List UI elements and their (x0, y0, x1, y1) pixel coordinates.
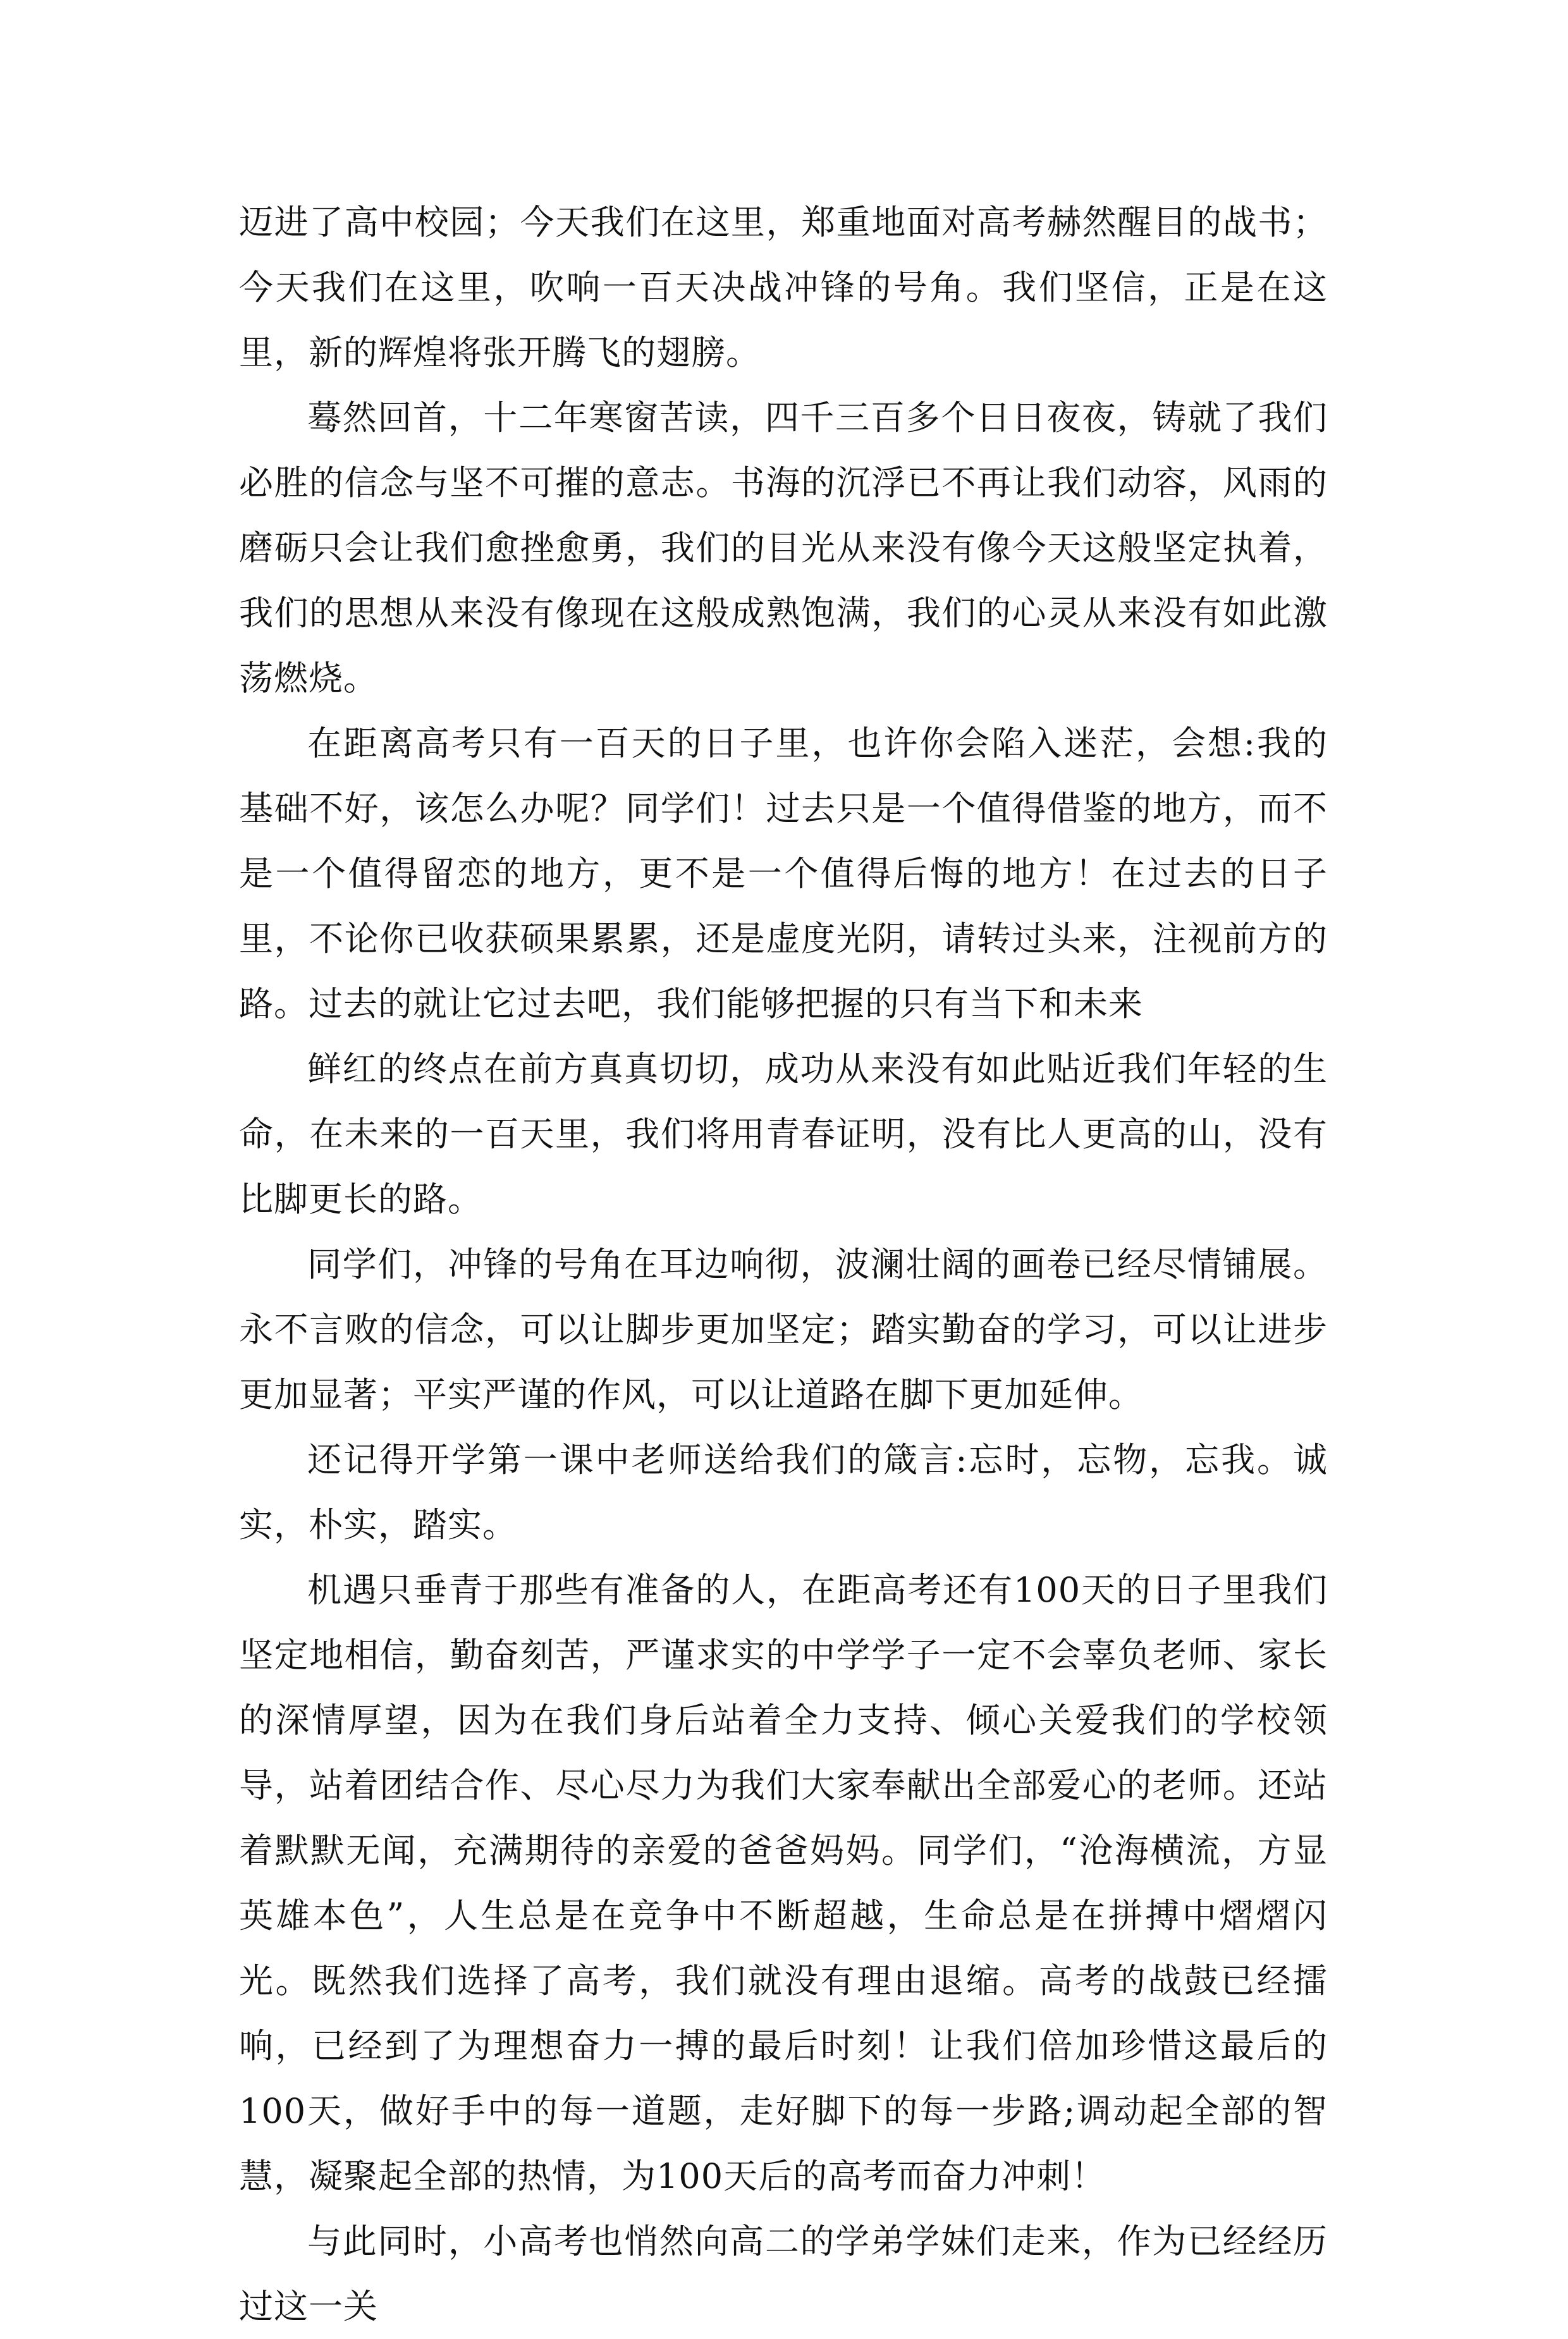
paragraph-4: 鲜红的终点在前方真真切切，成功从来没有如此贴近我们年轻的生命，在未来的一百天里，我们将用青春证明，没有比人更高的山，没有比脚更长的路。 (239, 1049, 1328, 1219)
paragraph-7: 机遇只垂青于那些有准备的人，在距高考还有100天的日子里我们坚定地相信，勤奋刻苦，严谨求实的中学学子一定不会辜负老师、家长的深情厚望，因为在我们身后站着全力支持、倾心关爱我们的学校领导，站着团结合作、尽心尽力为我们大家奉献出全部爱心的老师。还站着默默无闻，充满期待的亲爱的爸爸妈妈。同学们，“沧海横流，方显英雄本色”，人生总是在竞争中不断超越，生命总是在拼搏中熠熠闪光。既然我们选择了高考，我们就没有理由退缩。高考的战鼓已经擂响，已经到了为理想奋力一搏的最后时刻！让我们倍加珍惜这最后的100天，做好手中的每一道题，走好脚下的每一步路;调动起全部的智慧，凝聚起全部的热情，为100天后的高考而奋力冲刺！ (239, 1570, 1328, 2196)
paragraph-2: 蓦然回首，十二年寒窗苦读，四千三百多个日日夜夜，铸就了我们必胜的信念与坚不可摧的意志。书海的沉浮已不再让我们动容，风雨的磨砺只会让我们愈挫愈勇，我们的目光从来没有像今天这般坚定执着，我们的思想从来没有像现在这般成熟饱满，我们的心灵从来没有如此激荡燃烧。 (239, 398, 1328, 698)
paragraph-1: 迈进了高中校园；今天我们在这里，郑重地面对高考赫然醒目的战书；今天我们在这里，吹响一百天决战冲锋的号角。我们坚信，正是在这里，新的辉煌将张开腾飞的翅膀。 (239, 202, 1328, 372)
paragraph-8: 与此同时，小高考也悄然向高二的学弟学妹们走来，作为已经经历过这一关 (239, 2221, 1328, 2326)
body-text (239, 190, 1328, 2339)
paragraph-5: 同学们，冲锋的号角在耳边响彻，波澜壮阔的画卷已经尽情铺展。永不言败的信念，可以让脚步更加坚定；踏实勤奋的学习，可以让进步更加显著；平实严谨的作风，可以让道路在脚下更加延伸。 (239, 1244, 1328, 1415)
paragraph-6: 还记得开学第一课中老师送给我们的箴言:忘时，忘物，忘我。诚实，朴实，踏实。 (239, 1440, 1328, 1545)
paragraph-3: 在距离高考只有一百天的日子里，也许你会陷入迷茫，会想:我的基础不好，该怎么办呢？同学们！过去只是一个值得借鉴的地方，而不是一个值得留恋的地方，更不是一个值得后悔的地方！在过去的日子里，不论你已收获硕果累累，还是虚度光阴，请转过头来，注视前方的路。过去的就让它过去吧，我们能够把握的只有当下和未来 (239, 723, 1328, 1024)
